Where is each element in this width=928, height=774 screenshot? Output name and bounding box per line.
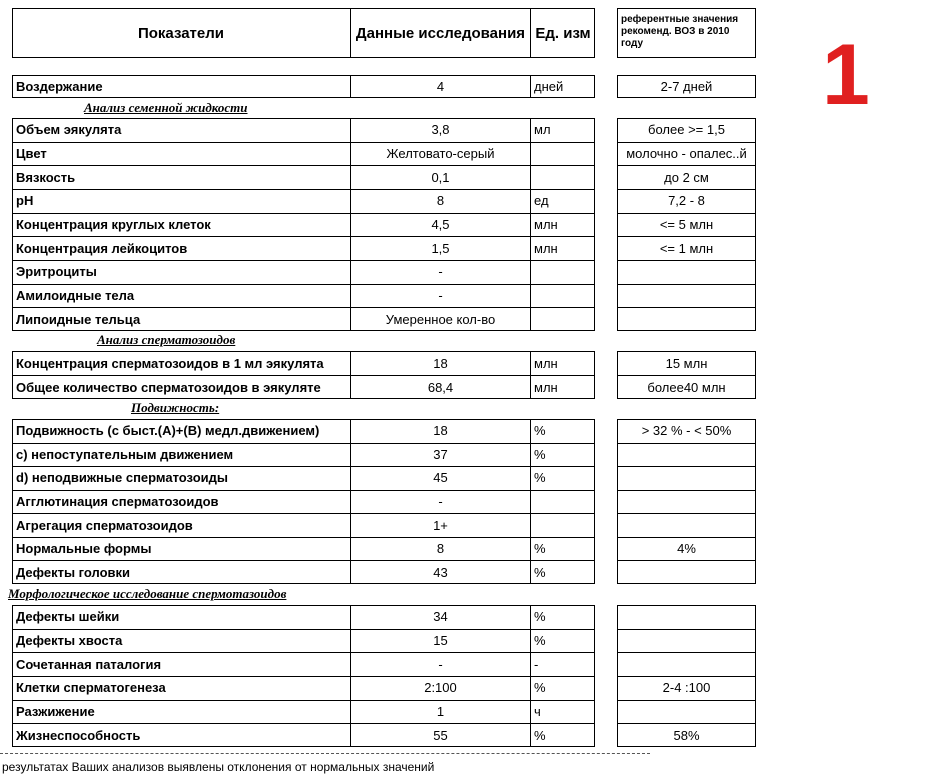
- row-label: Дефекты головки: [16, 564, 131, 580]
- row-value: -: [438, 287, 443, 303]
- row-unit: млн: [534, 240, 558, 256]
- row-reference: молочно - опалес..й: [626, 145, 747, 161]
- row-unit: -: [534, 656, 539, 672]
- row-reference: 2-4 :100: [662, 680, 711, 696]
- header-reference: [621, 14, 755, 58]
- row-reference: [617, 605, 756, 629]
- row-unit: [531, 260, 595, 284]
- header-reference-line: рекоменд. ВОЗ в 2010: [621, 26, 730, 37]
- row-unit: [531, 307, 595, 331]
- header-reference-line: году: [621, 38, 644, 49]
- row-reference: <= 5 млн: [659, 216, 714, 232]
- row-unit: %: [534, 680, 546, 696]
- row-label: Концентрация круглых клеток: [16, 216, 211, 232]
- row-label: Цвет: [16, 145, 47, 161]
- section-title-sperm: Анализ сперматозоидов: [97, 332, 236, 347]
- row-label: Агрегация сперматозоидов: [16, 517, 193, 533]
- row-unit: млн: [534, 355, 558, 371]
- row-reference: [617, 490, 756, 514]
- row-reference: более40 млн: [647, 379, 726, 395]
- header-data: Данные исследования: [355, 24, 526, 42]
- row-value: 55: [433, 727, 448, 743]
- footer-note: результатах Ваших анализов выявлены отклонения от нормальных значений: [2, 760, 435, 774]
- row-value: 1: [436, 703, 445, 719]
- row-reference: [617, 652, 756, 676]
- row-value: 43: [433, 564, 448, 580]
- row-value: -: [438, 656, 443, 672]
- section-title-motility: Подвижность:: [131, 400, 220, 415]
- row-value: -: [438, 264, 443, 280]
- row-label: Липоидные тельца: [16, 311, 141, 327]
- row-value: 34: [433, 609, 448, 625]
- row-value: 45: [433, 470, 448, 486]
- row-label: d) неподвижные сперматозоиды: [16, 470, 228, 486]
- row-label: Агглютинация сперматозоидов: [16, 493, 219, 509]
- row-value: 15: [433, 632, 448, 648]
- header-indicator: Показатели: [137, 24, 224, 42]
- abstinence-reference: 2-7 дней: [660, 79, 713, 94]
- section-title-morphology: Морфологическое исследование спермотазоидов: [8, 586, 287, 601]
- row-label: Амилоидные тела: [16, 287, 135, 303]
- abstinence-label: Воздержание: [16, 79, 103, 94]
- row-unit: млн: [534, 216, 558, 232]
- row-value: 18: [433, 355, 448, 371]
- row-reference: 58%: [673, 727, 700, 743]
- row-label: Дефекты шейки: [16, 609, 120, 625]
- row-reference: [617, 260, 756, 284]
- row-value: 8: [436, 193, 445, 209]
- row-unit: %: [534, 470, 546, 486]
- row-unit: ед: [534, 193, 549, 209]
- row-reference: [617, 466, 756, 490]
- row-unit: млн: [534, 379, 558, 395]
- row-label: Нормальные формы: [16, 541, 152, 557]
- row-label: Дефекты хвоста: [16, 632, 123, 648]
- row-label: Эритроциты: [16, 264, 97, 280]
- header-reference-line: референтные значения: [621, 14, 739, 25]
- row-unit: %: [534, 727, 546, 743]
- abstinence-value: 4: [436, 79, 445, 94]
- row-reference: [617, 307, 756, 331]
- row-unit: %: [534, 423, 546, 439]
- row-label: Общее количество сперматозоидов в эякуляте: [16, 379, 321, 395]
- row-unit: %: [534, 609, 546, 625]
- row-unit: %: [534, 564, 546, 580]
- row-value: 3,8: [431, 122, 450, 138]
- row-label: Сочетанная паталогия: [16, 656, 162, 672]
- row-unit: [531, 284, 595, 308]
- row-reference: 15 млн: [665, 355, 708, 371]
- row-reference: <= 1 млн: [659, 240, 714, 256]
- row-unit: [531, 165, 595, 189]
- row-label: Вязкость: [16, 169, 76, 185]
- row-reference: > 32 % - < 50%: [641, 423, 732, 439]
- header-unit: Ед. изм: [535, 24, 591, 42]
- row-value: 8: [436, 541, 445, 557]
- row-value: 18: [433, 423, 448, 439]
- row-unit: мл: [534, 122, 551, 138]
- row-label: Клетки сперматогенеза: [16, 680, 166, 696]
- row-value: 1,5: [431, 240, 450, 256]
- row-reference: 4%: [677, 541, 696, 557]
- row-unit: %: [534, 446, 546, 462]
- row-label: pH: [16, 193, 34, 209]
- row-reference: [617, 629, 756, 653]
- row-value: 2:100: [424, 680, 457, 696]
- row-reference: [617, 700, 756, 724]
- row-value: Умеренное кол-во: [385, 311, 496, 327]
- row-value: 37: [433, 446, 448, 462]
- row-value: 4,5: [431, 216, 450, 232]
- row-reference: более >= 1,5: [648, 122, 725, 138]
- row-reference: до 2 см: [664, 169, 709, 185]
- row-label: Жизнеспособность: [16, 727, 141, 743]
- row-label: Разжижение: [16, 703, 95, 719]
- row-reference: 7,2 - 8: [668, 193, 705, 209]
- row-value: 0,1: [431, 169, 450, 185]
- row-unit: [531, 513, 595, 537]
- row-value: 68,4: [427, 379, 454, 395]
- row-value: 1+: [433, 517, 448, 533]
- row-label: Концентрация лейкоцитов: [16, 240, 188, 256]
- row-label: Подвижность (с быст.(А)+(В) медл.движением): [16, 423, 320, 439]
- row-value: -: [438, 493, 443, 509]
- row-unit: [531, 142, 595, 166]
- row-reference: [617, 560, 756, 584]
- abstinence-unit: дней: [534, 79, 564, 94]
- page-number: 1: [822, 27, 870, 123]
- row-reference: [617, 284, 756, 308]
- row-label: Объем эякулята: [16, 122, 122, 138]
- row-label: с) непоступательным движением: [16, 446, 234, 462]
- dashed-separator: [0, 753, 650, 754]
- row-unit: ч: [534, 703, 541, 719]
- row-unit: %: [534, 541, 546, 557]
- row-label: Концентрация сперматозоидов в 1 мл эякулята: [16, 355, 324, 371]
- row-reference: [617, 513, 756, 537]
- row-reference: [617, 443, 756, 467]
- row-value: Желтовато-серый: [386, 145, 495, 161]
- section-title-seminal: Анализ семенной жидкости: [84, 100, 248, 115]
- row-unit: [531, 490, 595, 514]
- row-unit: %: [534, 632, 546, 648]
